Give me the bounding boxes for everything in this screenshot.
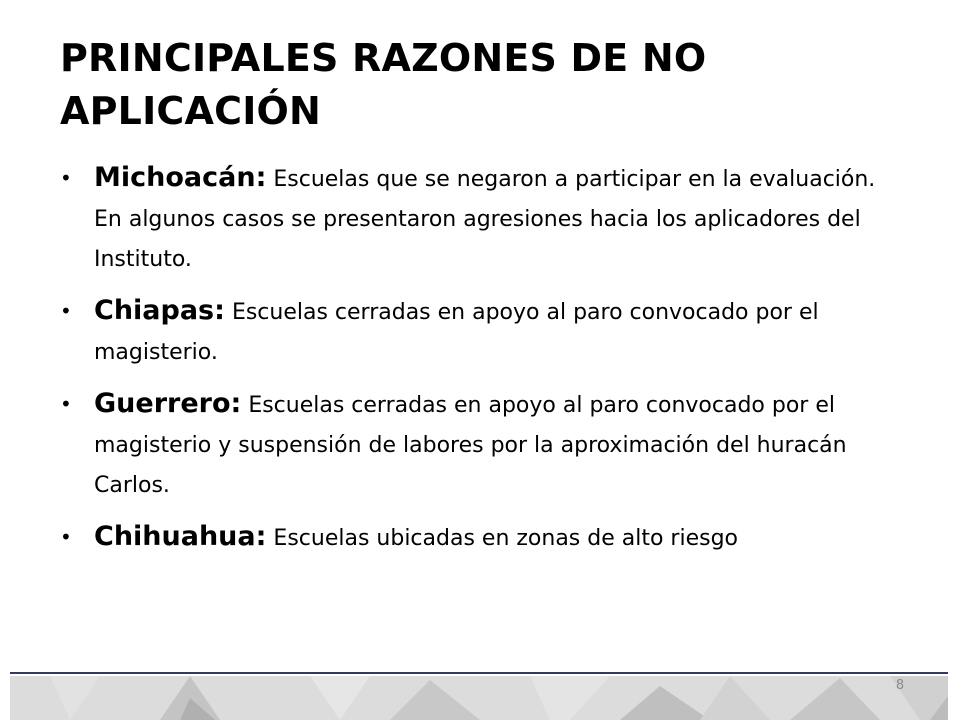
bullet-state-name: Guerrero: bbox=[94, 388, 242, 419]
bullet-list bbox=[60, 158, 910, 570]
bullet-item-guerrero bbox=[60, 384, 910, 506]
bullet-description: Escuelas ubicadas en zonas de alto riesgo bbox=[273, 526, 739, 551]
page-number: 8 bbox=[895, 678, 905, 693]
bullet-item-chihuahua bbox=[60, 517, 910, 559]
bullet-state-name: Chiapas: bbox=[94, 295, 225, 326]
bullet-description: Escuelas cerradas en apoyo al paro convocado por el magisterio. bbox=[94, 300, 819, 365]
bullet-state-name: Chihuahua: bbox=[94, 521, 267, 552]
footer-decorative-band bbox=[10, 676, 948, 720]
bullet-glyph: • bbox=[60, 525, 72, 549]
footer-divider-line bbox=[10, 672, 948, 674]
bullet-glyph: • bbox=[60, 166, 72, 190]
slide-title: PRINCIPALES RAZONES DE NO APLICACIÓN bbox=[60, 36, 707, 133]
bullet-glyph: • bbox=[60, 392, 72, 416]
bullet-description: Escuelas que se negaron a participar en la evaluación. En algunos casos se presentaron agresiones hacia los aplicadores del Instituto. bbox=[94, 167, 876, 272]
bullet-glyph: • bbox=[60, 299, 72, 323]
bullet-item-michoacan bbox=[60, 158, 910, 280]
bullet-state-name: Michoacán: bbox=[94, 162, 267, 193]
footer-band bbox=[10, 664, 948, 720]
footer-geometric-pattern bbox=[10, 676, 948, 720]
bullet-item-chiapas bbox=[60, 291, 910, 373]
bullet-description: Escuelas cerradas en apoyo al paro convocado por el magisterio y suspensión de labores por la aproximación del huracán Carlos. bbox=[94, 393, 847, 498]
